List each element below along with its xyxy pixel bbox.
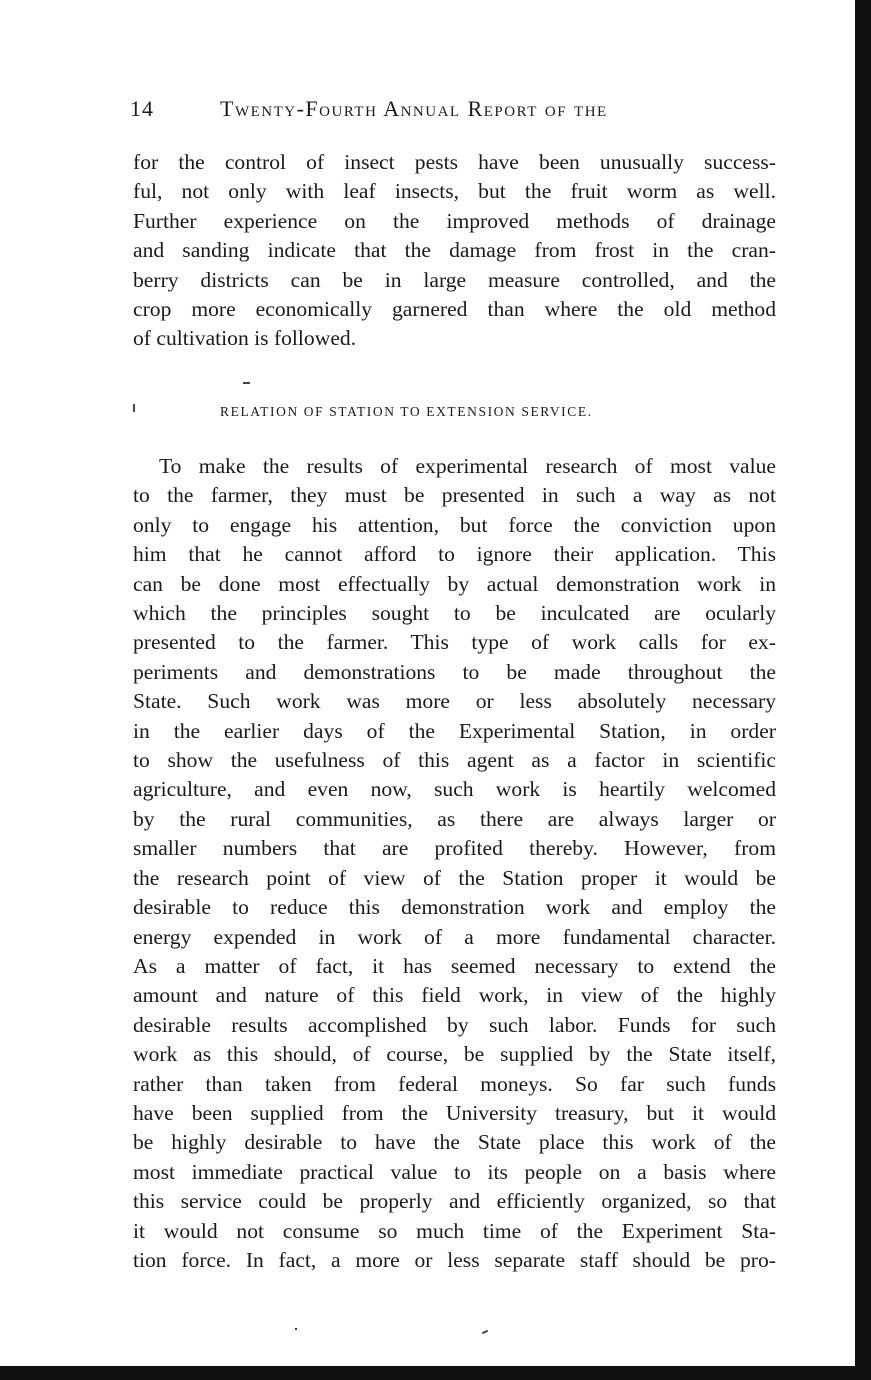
- text-line: by the rural communities, as there are always larger or: [133, 806, 776, 831]
- text-line: most immediate practical value to its people on a basis where: [133, 1159, 776, 1184]
- scan-border-bottom: [0, 1366, 871, 1380]
- scan-speck: [133, 404, 135, 412]
- text-line: energy expended in work of a more fundamental character.: [133, 924, 776, 949]
- text-line: this service could be properly and efficiently organized, so that: [133, 1189, 776, 1214]
- text-line: rather than taken from federal moneys. So far such funds: [133, 1071, 776, 1096]
- text-line: presented to the farmer. This type of work calls for ex-: [133, 630, 776, 655]
- text-line: have been supplied from the University treasury, but it would: [133, 1100, 776, 1125]
- text-line: to show the usefulness of this agent as a factor in scientific: [133, 748, 776, 773]
- text-line: Further experience on the improved methods of drainage: [133, 208, 776, 233]
- text-line: As a matter of fact, it has seemed necessary to extend the: [133, 953, 776, 978]
- text-line: State. Such work was more or less absolutely necessary: [133, 689, 776, 714]
- text-line: him that he cannot afford to ignore their application. This: [133, 542, 776, 567]
- text-line: agriculture, and even now, such work is heartily welcomed: [133, 777, 776, 802]
- text-line: it would not consume so much time of the Experiment Sta-: [133, 1218, 776, 1243]
- text-line: of cultivation is followed.: [133, 326, 357, 351]
- scan-speck: [243, 382, 250, 384]
- text-line: the research point of view of the Station proper it would be: [133, 865, 776, 890]
- text-line: tion force. In fact, a more or less separate staff should be pro-: [133, 1247, 776, 1272]
- text-line: work as this should, of course, be supplied by the State itself,: [133, 1042, 776, 1067]
- text-line: ful, not only with leaf insects, but the fruit worm as well.: [133, 179, 776, 204]
- text-line: berry districts can be in large measure controlled, and the: [133, 267, 776, 292]
- paragraph-continuation: [133, 148, 776, 354]
- text-line: crop more economically garnered than where the old method: [133, 297, 776, 322]
- scan-speck: [482, 1330, 488, 1334]
- scan-speck: [295, 1328, 297, 1330]
- text-line: to the farmer, they must be presented in such a way as not: [133, 483, 776, 508]
- text-line: and sanding indicate that the damage from frost in the cran-: [133, 238, 776, 263]
- section-heading: RELATION OF STATION TO EXTENSION SERVICE.: [220, 404, 593, 419]
- text-line: can be done most effectually by actual demonstration work in: [133, 571, 776, 596]
- text-line: only to engage his attention, but force the conviction upon: [133, 512, 776, 537]
- text-line: desirable results accomplished by such labor. Funds for such: [133, 1012, 776, 1037]
- page-number: 14: [130, 96, 154, 121]
- text-line: be highly desirable to have the State place this work of the: [133, 1130, 776, 1155]
- text-line: in the earlier days of the Experimental Station, in order: [133, 718, 776, 743]
- text-line: To make the results of experimental research of most value: [159, 454, 776, 478]
- text-line: periments and demonstrations to be made throughout the: [133, 659, 776, 684]
- paragraph-body: [133, 452, 776, 1275]
- text-line: desirable to reduce this demonstration work and employ the: [133, 895, 776, 920]
- text-line: for the control of insect pests have been unusually success-: [133, 150, 776, 174]
- text-line: smaller numbers that are profited thereby. However, from: [133, 836, 776, 861]
- text-line: amount and nature of this field work, in view of the highly: [133, 983, 776, 1008]
- scan-border-right: [855, 0, 871, 1380]
- text-line: which the principles sought to be inculcated are ocularly: [133, 601, 776, 626]
- running-title: Twenty-Fourth Annual Report of the: [220, 96, 608, 121]
